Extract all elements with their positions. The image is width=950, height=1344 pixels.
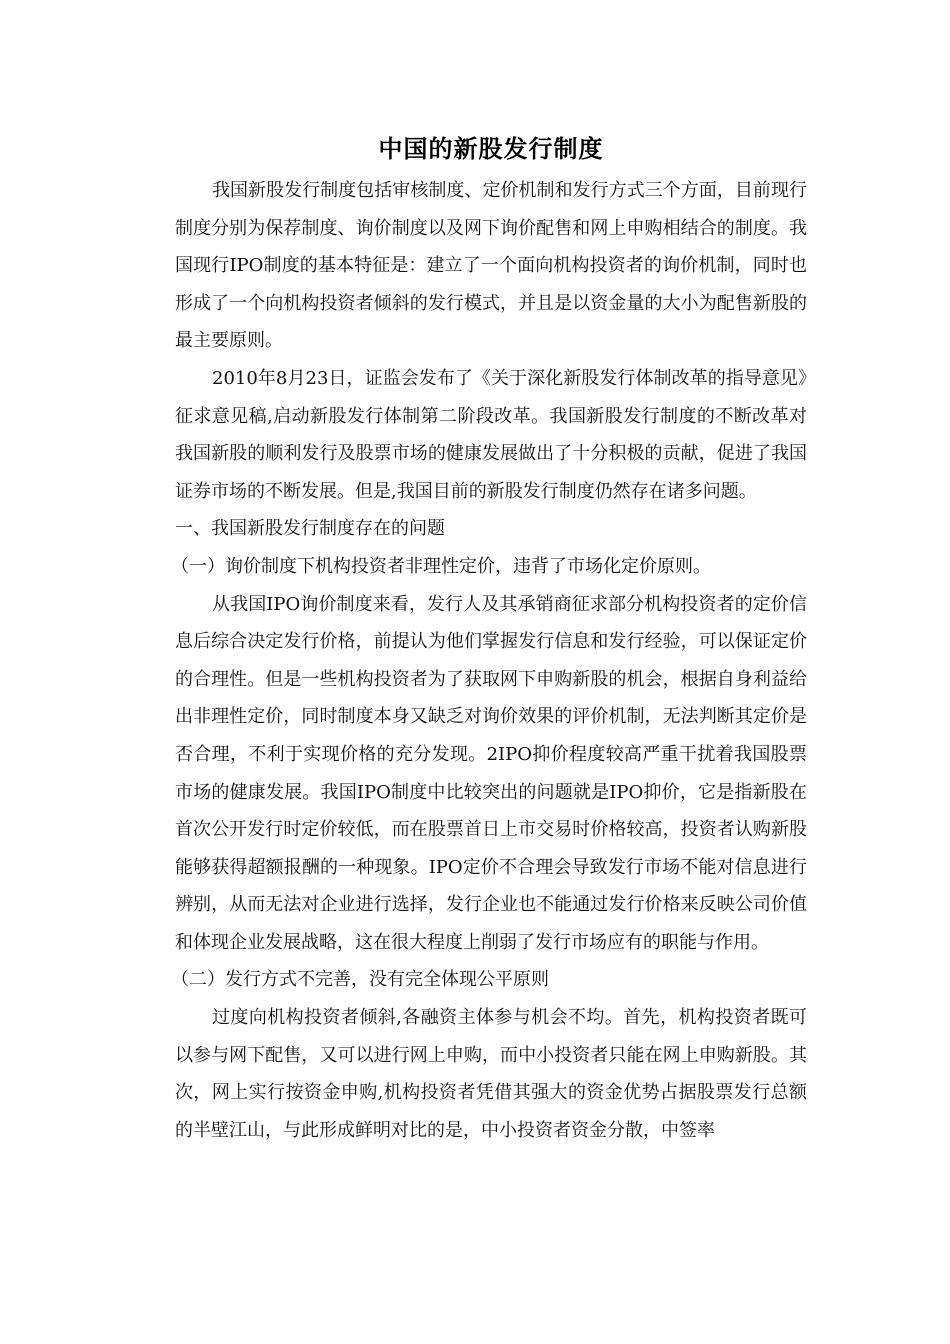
paragraph-ipo-pricing: 从我国IPO询价制度来看，发行人及其承销商征求部分机构投资者的定价信息后综合决定发行价格，前提认为他们掌握发行信息和发行经验，可以保证定价的合理性。但是一些机构投资者为了获取网下申购新股的机会，根据自身利益给出非理性定价，同时制度本身又缺乏对询价效果的评价机制，无法判断其定价是否合理，不利于实现价格的充分发现。2IPO抑价程度较高严重干扰着我国股票市场的健康发展。我国IPO制度中比较突出的问题就是IPO抑价，它是指新股在首次公开发行时定价较低，而在股票首日上市交易时价格较高，投资者认购新股能够获得超额报酬的一种现象。IPO定价不合理会导致发行市场不能对信息进行辨别，从而无法对企业进行选择，发行企业也不能通过发行价格来反映公司价值和体现企业发展战略，这在很大程度上削弱了发行市场应有的职能与作用。	[175, 593, 807, 953]
document-title: 中国的新股发行制度	[378, 135, 604, 163]
paragraph-issuance: 过度向机构投资者倾斜,各融资主体参与机会不均。首先，机构投资者既可以参与网下配售，又可以进行网上申购，而中小投资者只能在网上申购新股。其次，网上实行按资金申购,机构投资者凭借其强大的资金优势占据股票发行总额的半壁江山，与此形成鲜明对比的是，中小投资者资金分散，中签率	[175, 1007, 807, 1141]
document-body	[171, 130, 807, 1149]
subheading-pricing: （一）询价制度下机构投资者非理性定价，违背了市场化定价原则。	[171, 555, 711, 577]
subheading-issuance: （二）发行方式不完善，没有完全体现公平原则	[171, 969, 549, 991]
paragraph-reform: 2010年8月23日，证监会发布了《关于深化新股发行体制改革的指导意见》征求意见稿,启动新股发行体制第二阶段改革。我国新股发行制度的不断改革对我国新股的顺利发行及股票市场的健康发展做出了十分积极的贡献，促进了我国证券市场的不断发展。但是,我国目前的新股发行制度仍然存在诸多问题。	[175, 367, 807, 502]
paragraph-intro: 我国新股发行制度包括审核制度、定价机制和发行方式三个方面，目前现行制度分别为保荐制度、询价制度以及网下询价配售和网上申购相结合的制度。我国现行IPO制度的基本特征是：建立了一个面向机构投资者的询价机制，同时也形成了一个向机构投资者倾斜的发行模式，并且是以资金量的大小为配售新股的最主要原则。	[175, 180, 807, 352]
section-heading-problems: 一、我国新股发行制度存在的问题	[175, 518, 445, 540]
